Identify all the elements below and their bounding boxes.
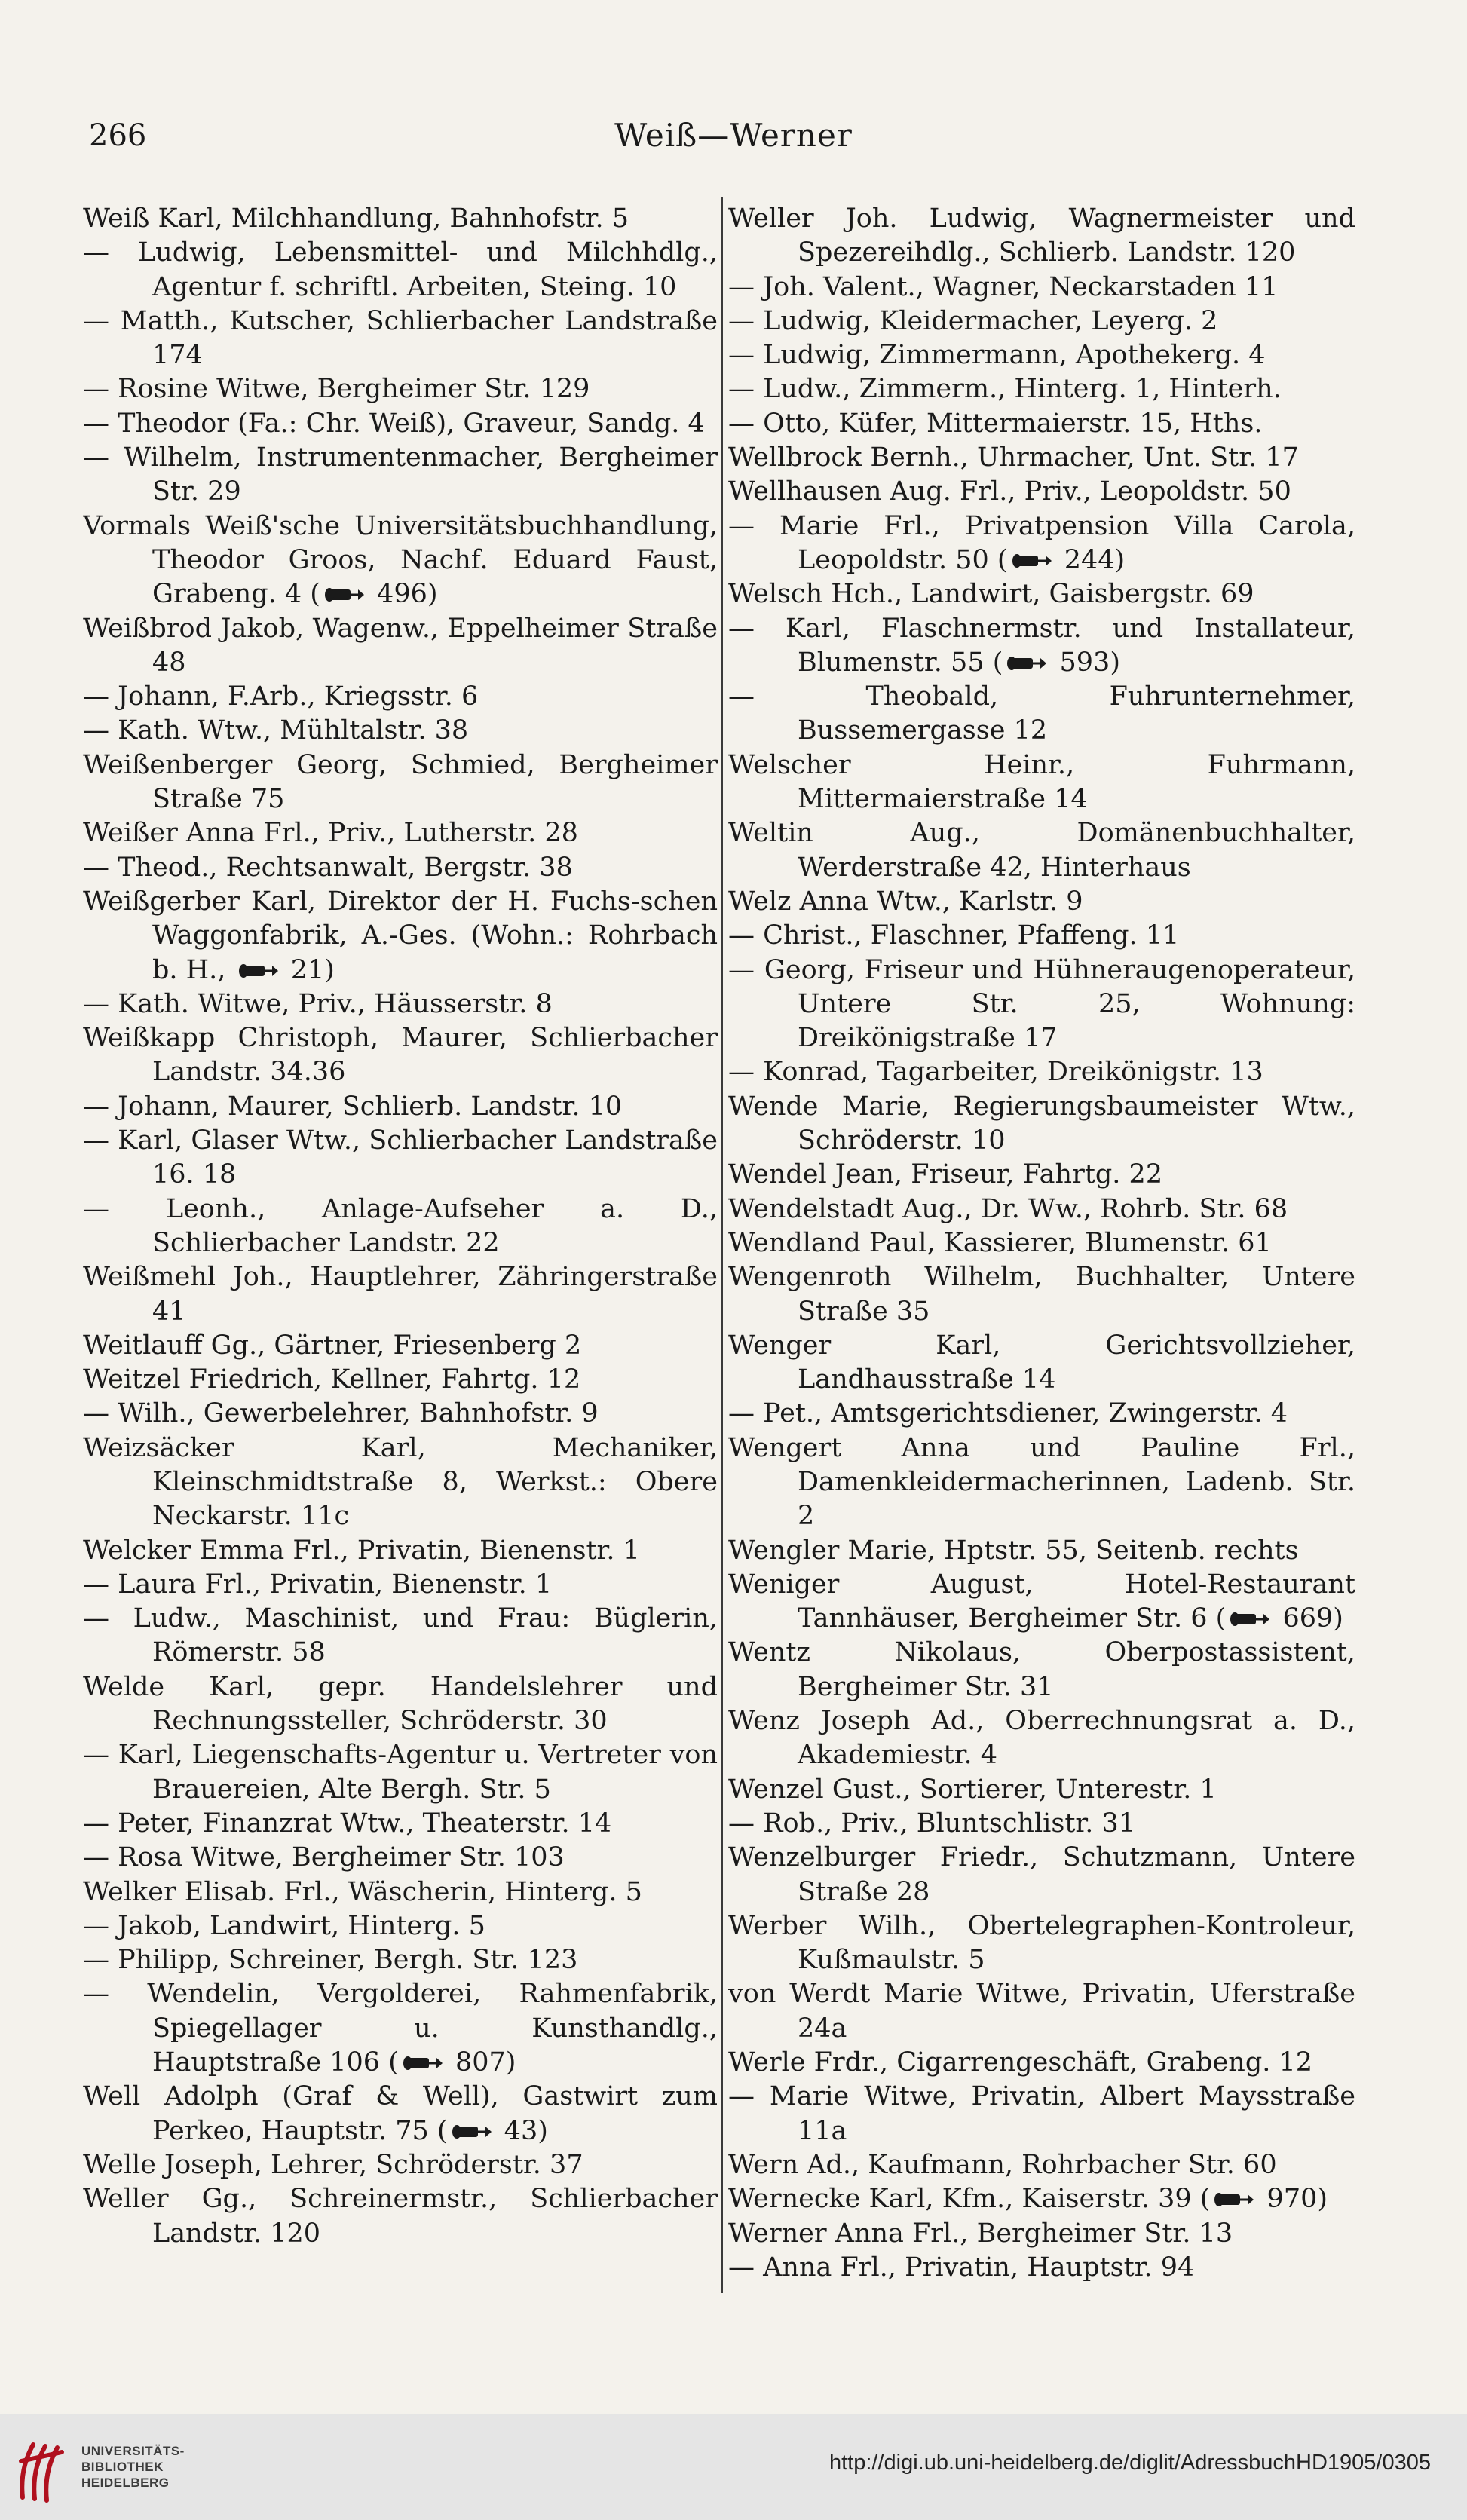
directory-entry: Weitlauff Gg., Gärtner, Friesenberg 2 — [83, 1330, 582, 1361]
directory-entry: — Marie Witwe, Privatin, Albert Maysstraße 11a — [728, 2081, 1355, 2146]
directory-entry: Werner Anna Frl., Bergheimer Str. 13 — [728, 2218, 1233, 2249]
directory-entry: Wenz Joseph Ad., Oberrechnungsrat a. D., Akademiestr. 4 — [728, 1706, 1355, 1771]
directory-entry: Wendland Paul, Kassierer, Blumenstr. 61 — [728, 1227, 1272, 1258]
directory-entry: — Ludw., Zimmerm., Hinterg. 1, Hinterh. — [728, 374, 1282, 405]
directory-entry: — Wilhelm, Instrumentenmacher, Bergheimer Str. 29 — [83, 442, 718, 507]
directory-entry: — Johann, F.Arb., Kriegsstr. 6 — [83, 681, 479, 712]
telephone-icon — [1006, 654, 1048, 672]
directory-entry: — Kath. Witwe, Priv., Häusserstr. 8 — [83, 988, 553, 1019]
directory-entry: — Ludwig, Lebensmittel- und Milchhdlg., Agentur f. schriftl. Arbeiten, Steing. 10 — [83, 237, 718, 302]
library-name-line: UNIVERSITÄTS- — [81, 2444, 185, 2458]
directory-entry: Weitzel Friedrich, Kellner, Fahrtg. 12 — [83, 1364, 581, 1395]
directory-entry: — Pet., Amtsgerichtsdiener, Zwingerstr. 4 — [728, 1398, 1288, 1429]
directory-entry: Wellbrock Bernh., Uhrmacher, Unt. Str. 17 — [728, 442, 1299, 473]
directory-entry: Wengenroth Wilhelm, Buchhalter, Untere Straße 35 — [728, 1262, 1355, 1327]
directory-entry: Weller Joh. Ludwig, Wagnermeister und Spezereihdlg., Schlierb. Landstr. 120 — [728, 204, 1355, 268]
telephone-icon — [1011, 552, 1053, 570]
directory-entry: — Philipp, Schreiner, Bergh. Str. 123 — [83, 1945, 578, 1976]
directory-entry: Welcker Emma Frl., Privatin, Bienenstr. 1 — [83, 1535, 640, 1566]
directory-entry: — Peter, Finanzrat Wtw., Theaterstr. 14 — [83, 1808, 612, 1839]
telephone-icon — [323, 586, 366, 604]
directory-entry: Welle Joseph, Lehrer, Schröderstr. 37 — [83, 2149, 583, 2180]
directory-entry: — Theod., Rechtsanwalt, Bergstr. 38 — [83, 852, 573, 883]
directory-entry: Weißmehl Joh., Hauptlehrer, Zähringerstraße 41 — [83, 1262, 718, 1327]
directory-entry: — Anna Frl., Privatin, Hauptstr. 94 — [728, 2252, 1195, 2283]
directory-entry: Weißenberger Georg, Schmied, Bergheimer Straße 75 — [83, 749, 718, 815]
library-name — [81, 2443, 185, 2491]
page-header — [0, 113, 1467, 158]
directory-entry: — Theodor (Fa.: Chr. Weiß), Graveur, Sandg. 4 — [83, 408, 705, 439]
directory-entry: Weltin Aug., Domänenbuchhalter, Werderstraße 42, Hinterhaus — [728, 818, 1355, 883]
library-name-line: BIBLIOTHEK — [81, 2460, 164, 2474]
directory-entry: — Rosine Witwe, Bergheimer Str. 129 — [83, 374, 590, 405]
directory-entry: — Ludwig, Kleidermacher, Leyerg. 2 — [728, 305, 1218, 336]
directory-entry: — Wendelin, Vergolderei, Rahmenfabrik, Spiegellager u. Kunsthandlg., Hauptstraße 106 ( 807) — [83, 1979, 718, 2078]
directory-entry: — Kath. Wtw., Mühltalstr. 38 — [83, 715, 469, 746]
directory-entry: — Georg, Friseur und Hühneraugenoperateur, Untere Str. 25, Wohnung: Dreikönigstraße 17 — [728, 954, 1355, 1054]
directory-entry: Weißbrod Jakob, Wagenw., Eppelheimer Straße 48 — [83, 613, 718, 678]
directory-entry: Wenger Karl, Gerichtsvollzieher, Landhausstraße 14 — [728, 1330, 1355, 1395]
directory-entry: Wendel Jean, Friseur, Fahrtg. 22 — [728, 1159, 1163, 1190]
directory-entry: — Johann, Maurer, Schlierb. Landstr. 10 — [83, 1091, 623, 1122]
directory-entry: Werber Wilh., Obertelegraphen-Kontroleur, Kußmaulstr. 5 — [728, 1910, 1355, 1976]
library-logo-icon[interactable] — [15, 2431, 71, 2503]
directory-entry: Welz Anna Wtw., Karlstr. 9 — [728, 886, 1083, 917]
telephone-icon — [237, 962, 280, 980]
directory-entry: Welscher Heinr., Fuhrmann, Mittermaierstraße 14 — [728, 749, 1355, 815]
directory-entry: Wengler Marie, Hptstr. 55, Seitenb. rechts — [728, 1535, 1299, 1566]
directory-entry: Weller Gg., Schreinermstr., Schlierbacher Landstr. 120 — [83, 2184, 718, 2249]
directory-entry: Werle Frdr., Cigarrengeschäft, Grabeng. 12 — [728, 2047, 1313, 2078]
directory-entry: — Jakob, Landwirt, Hinterg. 5 — [83, 1910, 485, 1941]
directory-entry: Wentz Nikolaus, Oberpostassistent, Bergheimer Str. 31 — [728, 1637, 1355, 1702]
directory-entry: Weißgerber Karl, Direktor der H. Fuchs-schen Waggonfabrik, A.-Ges. (Wohn.: Rohrbach b. H., 21) — [83, 886, 718, 985]
directory-entry: — Ludwig, Zimmermann, Apothekerg. 4 — [728, 340, 1266, 371]
directory-entry: — Karl, Liegenschafts-Agentur u. Vertreter von Brauereien, Alte Bergh. Str. 5 — [83, 1740, 718, 1805]
viewer-footer — [0, 2414, 1467, 2520]
directory-entry: Wendelstadt Aug., Dr. Ww., Rohrb. Str. 68 — [728, 1193, 1288, 1224]
directory-entry: Welde Karl, gepr. Handelslehrer und Rechnungssteller, Schröderstr. 30 — [83, 1671, 718, 1737]
column-divider — [721, 197, 723, 2293]
directory-entry: — Karl, Glaser Wtw., Schlierbacher Landstraße 16. 18 — [83, 1125, 718, 1190]
directory-entry: Wellhausen Aug. Frl., Priv., Leopoldstr. 50 — [728, 476, 1291, 507]
directory-entry: Wenzel Gust., Sortierer, Unterestr. 1 — [728, 1774, 1217, 1805]
directory-entry: Weizsäcker Karl, Mechaniker, Kleinschmidtstraße 8, Werkst.: Obere Neckarstr. 11c — [83, 1432, 718, 1532]
directory-entry: Vormals Weiß'sche Universitätsbuchhandlung, Theodor Groos, Nachf. Eduard Faust, Grabeng. 4 ( 496) — [83, 510, 718, 610]
right-column — [728, 202, 1355, 2313]
directory-entry: — Konrad, Tagarbeiter, Dreikönigstr. 13 — [728, 1057, 1263, 1088]
directory-entry: Weißer Anna Frl., Priv., Lutherstr. 28 — [83, 818, 578, 849]
directory-entry: — Christ., Flaschner, Pfaffeng. 11 — [728, 920, 1180, 951]
directory-entry: Weißkapp Christoph, Maurer, Schlierbacher Landstr. 34.36 — [83, 1023, 718, 1088]
directory-entry: — Joh. Valent., Wagner, Neckarstaden 11 — [728, 271, 1279, 302]
directory-entry: Wengert Anna und Pauline Frl., Damenkleidermacherinnen, Ladenb. Str. 2 — [728, 1432, 1355, 1532]
left-column — [83, 202, 718, 2313]
directory-entry: Welsch Hch., Landwirt, Gaisbergstr. 69 — [728, 579, 1254, 610]
directory-entry: Well Adolph (Graf & Well), Gastwirt zum Perkeo, Hauptstr. 75 ( 43) — [83, 2081, 718, 2146]
telephone-icon — [1213, 2191, 1255, 2209]
telephone-icon — [402, 2054, 444, 2072]
directory-entry: — Otto, Küfer, Mittermaierstr. 15, Hths. — [728, 408, 1263, 439]
directory-entry: Wern Ad., Kaufmann, Rohrbacher Str. 60 — [728, 2149, 1277, 2180]
directory-entry: von Werdt Marie Witwe, Privatin, Uferstraße 24a — [728, 1979, 1355, 2044]
running-head: Weiß—Werner — [614, 117, 853, 154]
directory-entry: — Ludw., Maschinist, und Frau: Büglerin, Römerstr. 58 — [83, 1603, 718, 1668]
telephone-icon — [1229, 1610, 1271, 1628]
directory-entry: Weniger August, Hotel-Restaurant Tannhäuser, Bergheimer Str. 6 ( 669) — [728, 1569, 1355, 1634]
directory-entry: — Rob., Priv., Bluntschlistr. 31 — [728, 1808, 1136, 1839]
directory-entry: — Wilh., Gewerbelehrer, Bahnhofstr. 9 — [83, 1398, 599, 1429]
source-url[interactable]: http://digi.ub.uni-heidelberg.de/diglit/AdressbuchHD1905/0305 — [828, 2451, 1431, 2475]
directory-entry: — Rosa Witwe, Bergheimer Str. 103 — [83, 1842, 565, 1873]
directory-entry: — Marie Frl., Privatpension Villa Carola, Leopoldstr. 50 ( 244) — [728, 510, 1355, 575]
directory-entry: — Karl, Flaschnermstr. und Installateur, Blumenstr. 55 ( 593) — [728, 613, 1355, 678]
page-number: 266 — [89, 118, 147, 153]
directory-entry: Welker Elisab. Frl., Wäscherin, Hinterg. 5 — [83, 1876, 642, 1907]
library-name-line: HEIDELBERG — [81, 2476, 170, 2490]
directory-entry: Weiß Karl, Milchhandlung, Bahnhofstr. 5 — [83, 204, 629, 234]
directory-entry: Wernecke Karl, Kfm., Kaiserstr. 39 ( 970) — [728, 2184, 1328, 2215]
directory-entry: — Laura Frl., Privatin, Bienenstr. 1 — [83, 1569, 553, 1600]
directory-entry: Wende Marie, Regierungsbaumeister Wtw., Schröderstr. 10 — [728, 1091, 1355, 1156]
directory-entry: — Matth., Kutscher, Schlierbacher Landstraße 174 — [83, 305, 718, 371]
directory-entry: Wenzelburger Friedr., Schutzmann, Untere Straße 28 — [728, 1842, 1355, 1907]
telephone-icon — [451, 2123, 493, 2141]
directory-entry: — Theobald, Fuhrunternehmer, Bussemergasse 12 — [728, 681, 1355, 746]
directory-entry: — Leonh., Anlage-Aufseher a. D., Schlierbacher Landstr. 22 — [83, 1193, 718, 1258]
